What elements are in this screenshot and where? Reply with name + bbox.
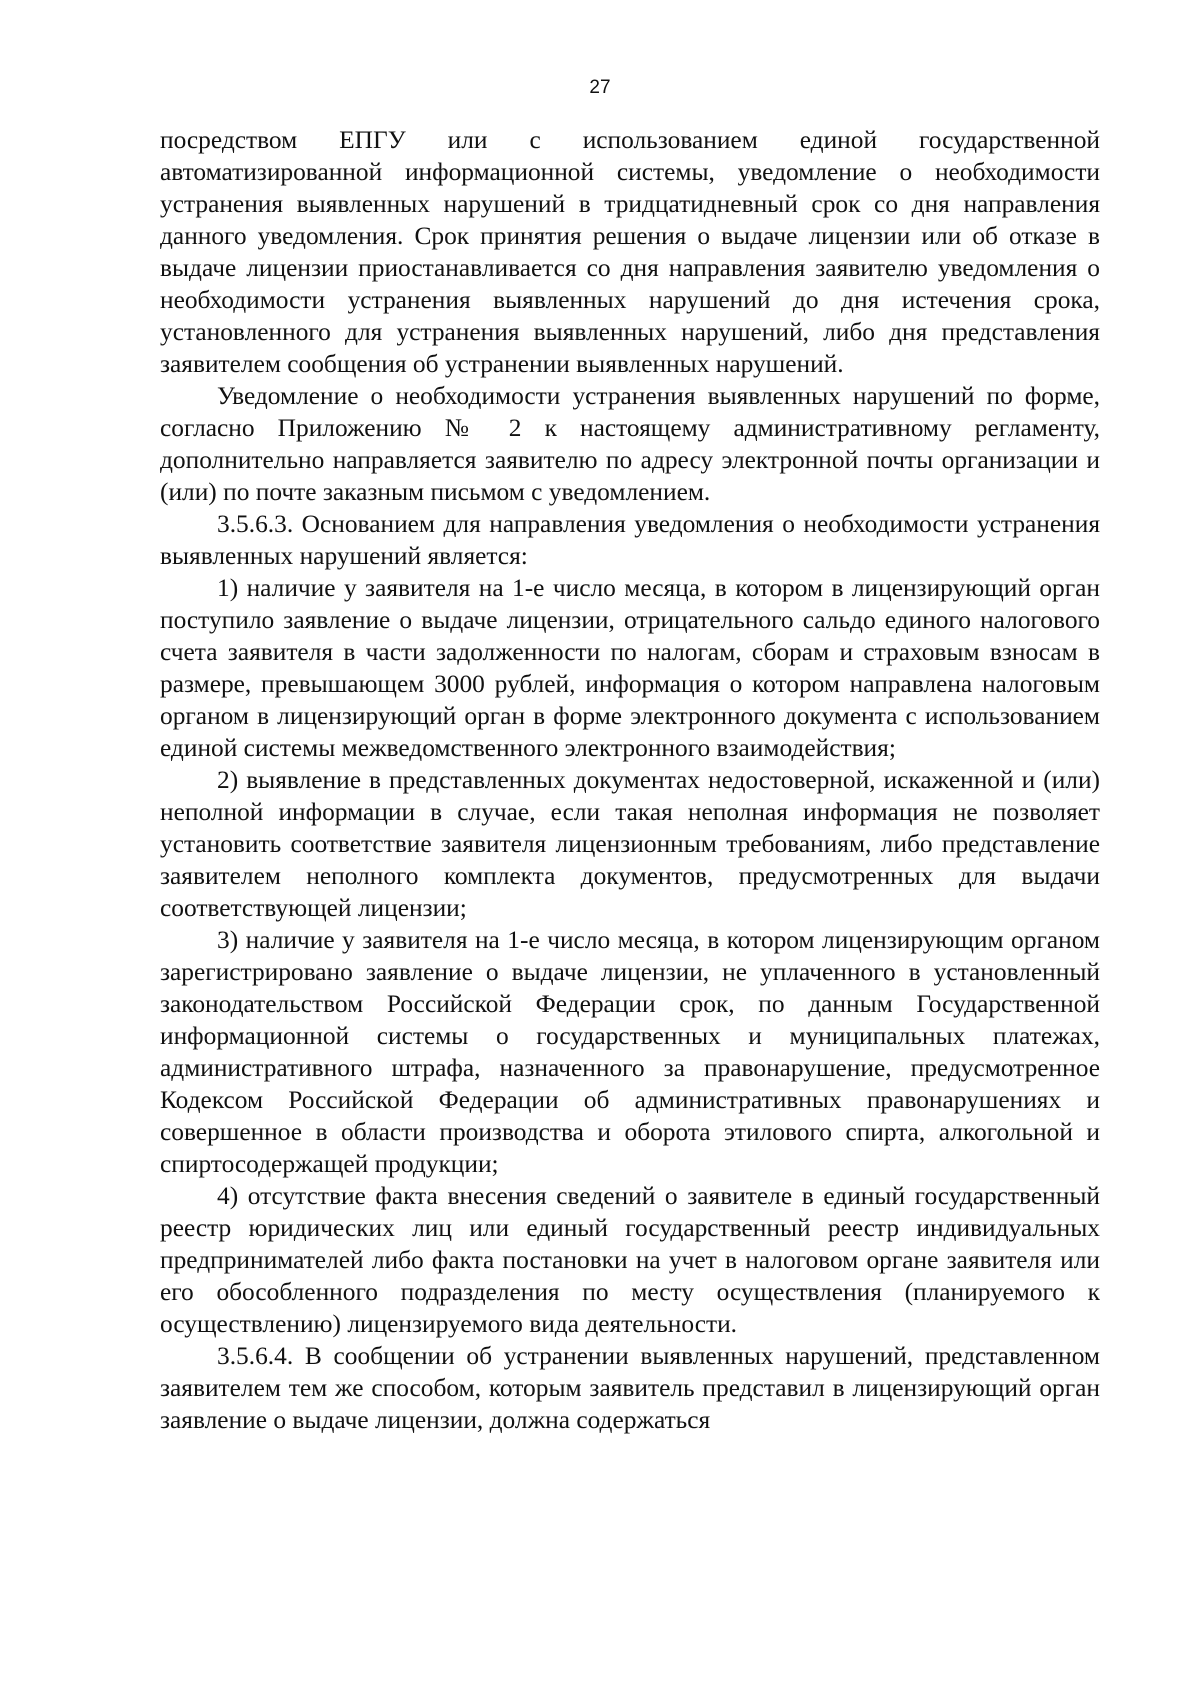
paragraph-notification-form: Уведомление о необходимости устранения выявленных нарушений по форме, согласно Приложению № 2 к настоящему административному регламенту, дополнительно направляется заявителю по адресу электронной почты организации и (или) по почте заказным письмом с уведомлением. [160, 382, 1100, 506]
list-item-1: 1) наличие у заявителя на 1-е число месяца, в котором в лицензирующий орган поступило заявление о выдаче лицензии, отрицательного сальдо единого налогового счета заявителя в части задолженности по налогам, сборам и страховым взносам в размере, превышающем 3000 рублей, информация о котором направлена налоговым органом в лицензирующий орган в форме электронного документа с использованием единой системы межведомственного электронного взаимодействия; [160, 574, 1100, 762]
page-number: 27 [589, 77, 611, 98]
paragraph-3-5-6-3: 3.5.6.3. Основанием для направления уведомления о необходимости устранения выявленных нарушений является: [160, 510, 1100, 570]
list-item-3: 3) наличие у заявителя на 1-е число месяца, в котором лицензирующим органом зарегистрировано заявление о выдаче лицензии, не уплаченного в установленный законодательством Российской Федерации срок, по данным Государственной информационной системы о государственных и муниципальных платежах, административного штрафа, назначенного за правонарушение, предусмотренное Кодексом Российской Федерации об административных правонарушениях и совершенное в области производства и оборота этилового спирта, алкогольной и спиртосодержащей продукции; [160, 926, 1100, 1178]
paragraph-3-5-6-4: 3.5.6.4. В сообщении об устранении выявленных нарушений, представленном заявителем тем же способом, которым заявитель представил в лицензирующий орган заявление о выдаче лицензии, должна содержаться [160, 1342, 1100, 1434]
list-item-4: 4) отсутствие факта внесения сведений о заявителе в единый государственный реестр юридических лиц или единый государственный реестр индивидуальных предпринимателей либо факта постановки на учет в налоговом органе заявителя или его обособленного подразделения по месту осуществления (планируемого к осуществлению) лицензируемого вида деятельности. [160, 1182, 1100, 1338]
document-body [160, 124, 1100, 1436]
paragraph-continuation: посредством ЕПГУ или с использованием единой государственной автоматизированной информационной системы, уведомление о необходимости устранения выявленных нарушений в тридцатидневный срок со дня направления данного уведомления. Срок принятия решения о выдаче лицензии или об отказе в выдаче лицензии приостанавливается со дня направления заявителю уведомления о необходимости устранения выявленных нарушений до дня истечения срока, установленного для устранения выявленных нарушений, либо дня представления заявителем сообщения об устранении выявленных нарушений. [160, 126, 1100, 378]
list-item-2: 2) выявление в представленных документах недостоверной, искаженной и (или) неполной информации в случае, если такая неполная информация не позволяет установить соответствие заявителя лицензионным требованиям, либо представление заявителем неполного комплекта документов, предусмотренных для выдачи соответствующей лицензии; [160, 766, 1100, 922]
